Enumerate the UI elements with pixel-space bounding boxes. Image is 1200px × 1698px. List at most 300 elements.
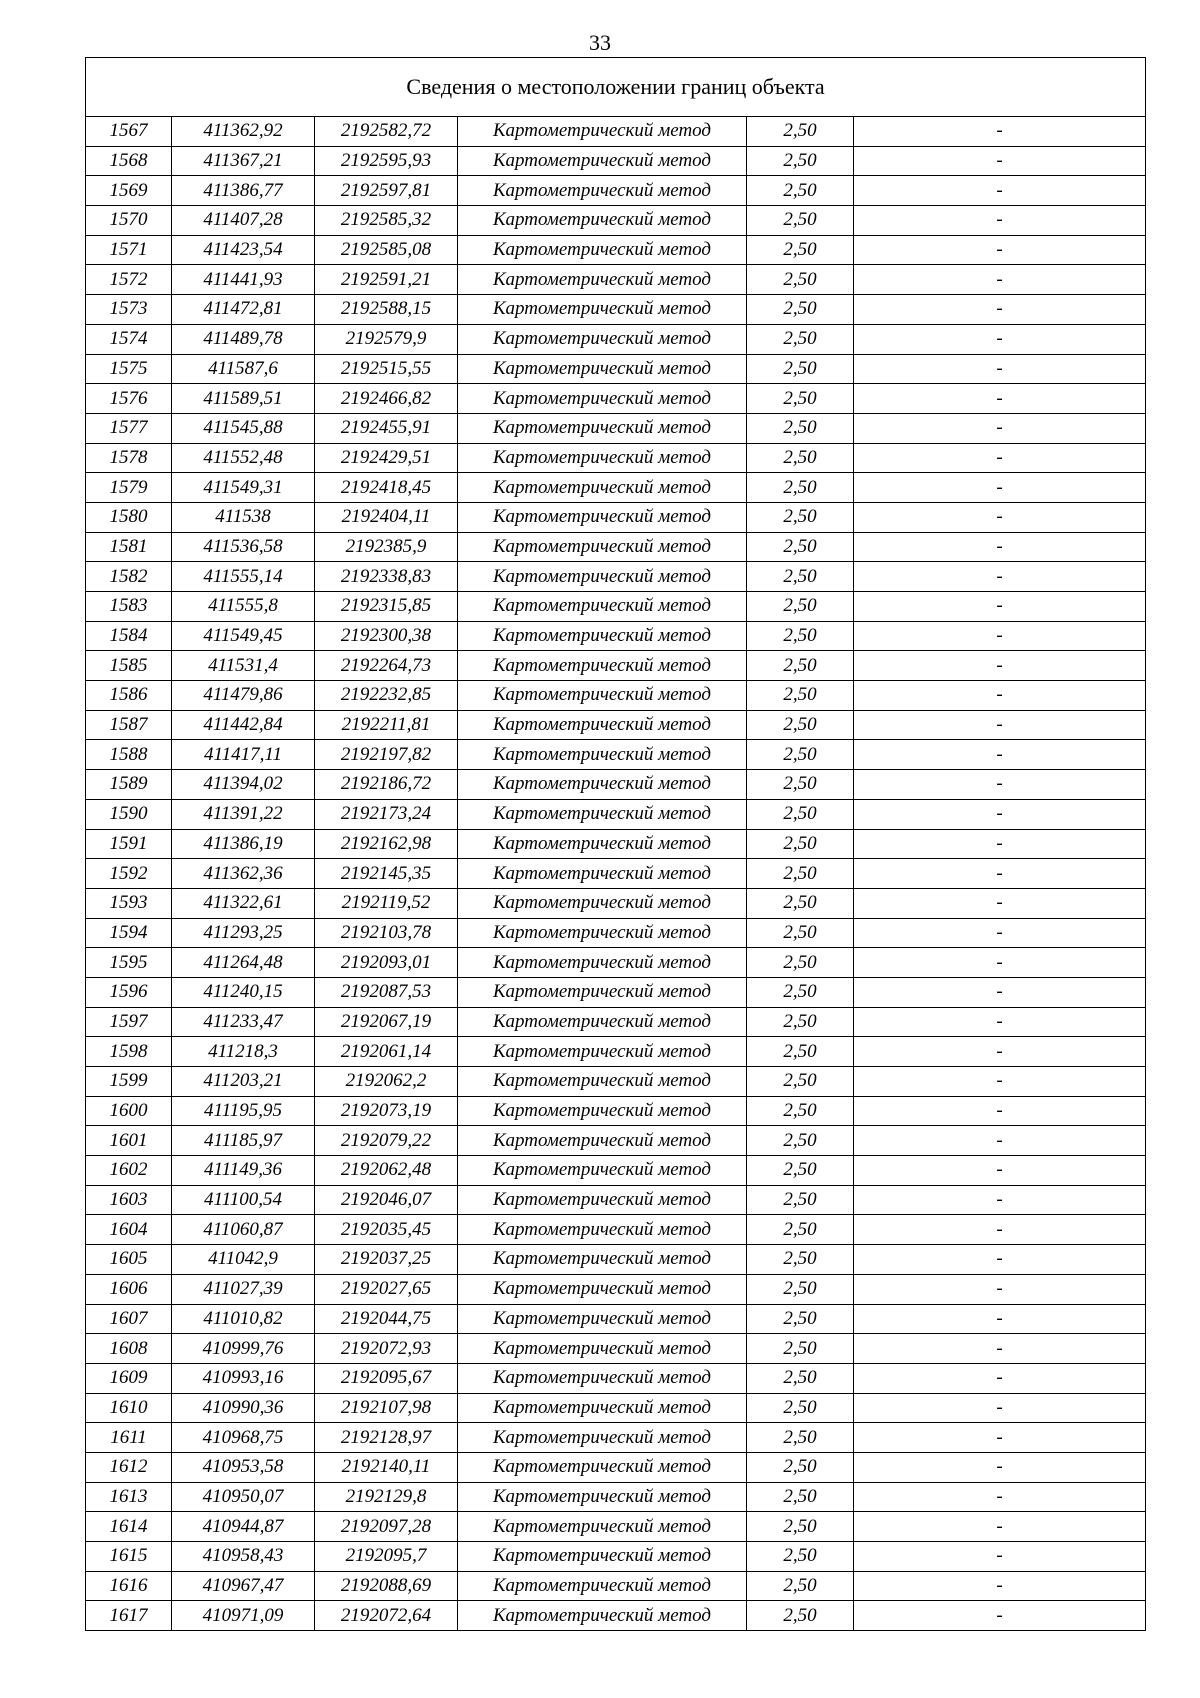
accuracy-cell: 2,50: [747, 117, 854, 147]
table-row: [86, 977, 1146, 1007]
method-cell: Картометрический метод: [458, 562, 747, 592]
y-coordinate-cell: 2192145,35: [315, 859, 458, 889]
accuracy-cell: 2,50: [747, 621, 854, 651]
y-coordinate-cell: 2192072,64: [315, 1601, 458, 1631]
y-coordinate-cell: 2192046,07: [315, 1185, 458, 1215]
point-number-cell: 1616: [86, 1571, 172, 1601]
description-cell: -: [854, 1067, 1146, 1097]
description-cell: -: [854, 1037, 1146, 1067]
x-coordinate-cell: 411010,82: [172, 1304, 315, 1334]
table-row: [86, 1037, 1146, 1067]
point-number-cell: 1569: [86, 176, 172, 206]
method-cell: Картометрический метод: [458, 1601, 747, 1631]
point-number-cell: 1603: [86, 1185, 172, 1215]
x-coordinate-cell: 411293,25: [172, 918, 315, 948]
description-cell: -: [854, 1096, 1146, 1126]
y-coordinate-cell: 2192037,25: [315, 1245, 458, 1275]
description-cell: -: [854, 1542, 1146, 1572]
table-row: [86, 710, 1146, 740]
y-coordinate-cell: 2192300,38: [315, 621, 458, 651]
y-coordinate-cell: 2192073,19: [315, 1096, 458, 1126]
accuracy-cell: 2,50: [747, 948, 854, 978]
table-header-row: [86, 58, 1146, 117]
description-cell: -: [854, 1274, 1146, 1304]
accuracy-cell: 2,50: [747, 1274, 854, 1304]
accuracy-cell: 2,50: [747, 651, 854, 681]
table-row: [86, 562, 1146, 592]
description-cell: -: [854, 799, 1146, 829]
page-number: 33: [589, 30, 611, 55]
description-cell: -: [854, 1245, 1146, 1275]
accuracy-cell: 2,50: [747, 146, 854, 176]
point-number-cell: 1568: [86, 146, 172, 176]
y-coordinate-cell: 2192062,2: [315, 1067, 458, 1097]
description-cell: -: [854, 710, 1146, 740]
table-row: [86, 384, 1146, 414]
method-cell: Картометрический метод: [458, 532, 747, 562]
point-number-cell: 1570: [86, 206, 172, 236]
x-coordinate-cell: 411240,15: [172, 977, 315, 1007]
description-cell: -: [854, 948, 1146, 978]
y-coordinate-cell: 2192418,45: [315, 473, 458, 503]
method-cell: Картометрический метод: [458, 1542, 747, 1572]
accuracy-cell: 2,50: [747, 532, 854, 562]
method-cell: Картометрический метод: [458, 1393, 747, 1423]
method-cell: Картометрический метод: [458, 710, 747, 740]
description-cell: -: [854, 859, 1146, 889]
point-number-cell: 1598: [86, 1037, 172, 1067]
table-row: [86, 592, 1146, 622]
accuracy-cell: 2,50: [747, 681, 854, 711]
table-row: [86, 295, 1146, 325]
description-cell: -: [854, 502, 1146, 532]
point-number-cell: 1585: [86, 651, 172, 681]
accuracy-cell: 2,50: [747, 176, 854, 206]
y-coordinate-cell: 2192385,9: [315, 532, 458, 562]
method-cell: Картометрический метод: [458, 948, 747, 978]
point-number-cell: 1589: [86, 770, 172, 800]
point-number-cell: 1605: [86, 1245, 172, 1275]
method-cell: Картометрический метод: [458, 384, 747, 414]
table-row: [86, 1126, 1146, 1156]
description-cell: -: [854, 532, 1146, 562]
accuracy-cell: 2,50: [747, 206, 854, 236]
accuracy-cell: 2,50: [747, 265, 854, 295]
y-coordinate-cell: 2192079,22: [315, 1126, 458, 1156]
y-coordinate-cell: 2192044,75: [315, 1304, 458, 1334]
description-cell: -: [854, 206, 1146, 236]
description-cell: -: [854, 1512, 1146, 1542]
description-cell: -: [854, 1126, 1146, 1156]
description-cell: -: [854, 740, 1146, 770]
method-cell: Картометрический метод: [458, 1067, 747, 1097]
description-cell: -: [854, 621, 1146, 651]
table-row: [86, 859, 1146, 889]
method-cell: Картометрический метод: [458, 1126, 747, 1156]
description-cell: -: [854, 1215, 1146, 1245]
table-row: [86, 1007, 1146, 1037]
description-cell: -: [854, 888, 1146, 918]
x-coordinate-cell: 410950,07: [172, 1482, 315, 1512]
accuracy-cell: 2,50: [747, 443, 854, 473]
table-row: [86, 1393, 1146, 1423]
y-coordinate-cell: 2192072,93: [315, 1334, 458, 1364]
description-cell: -: [854, 1393, 1146, 1423]
table-row: [86, 1512, 1146, 1542]
y-coordinate-cell: 2192035,45: [315, 1215, 458, 1245]
boundary-coordinates-table: [85, 57, 1146, 1631]
accuracy-cell: 2,50: [747, 354, 854, 384]
method-cell: Картометрический метод: [458, 324, 747, 354]
description-cell: -: [854, 235, 1146, 265]
y-coordinate-cell: 2192129,8: [315, 1482, 458, 1512]
method-cell: Картометрический метод: [458, 1363, 747, 1393]
y-coordinate-cell: 2192455,91: [315, 413, 458, 443]
method-cell: Картометрический метод: [458, 1452, 747, 1482]
accuracy-cell: 2,50: [747, 473, 854, 503]
table-row: [86, 413, 1146, 443]
x-coordinate-cell: 411195,95: [172, 1096, 315, 1126]
x-coordinate-cell: 411233,47: [172, 1007, 315, 1037]
accuracy-cell: 2,50: [747, 1096, 854, 1126]
accuracy-cell: 2,50: [747, 1512, 854, 1542]
table-row: [86, 1423, 1146, 1453]
accuracy-cell: 2,50: [747, 384, 854, 414]
point-number-cell: 1587: [86, 710, 172, 740]
y-coordinate-cell: 2192067,19: [315, 1007, 458, 1037]
x-coordinate-cell: 411027,39: [172, 1274, 315, 1304]
x-coordinate-cell: 411203,21: [172, 1067, 315, 1097]
table-row: [86, 443, 1146, 473]
point-number-cell: 1590: [86, 799, 172, 829]
y-coordinate-cell: 2192097,28: [315, 1512, 458, 1542]
accuracy-cell: 2,50: [747, 562, 854, 592]
x-coordinate-cell: 411322,61: [172, 888, 315, 918]
method-cell: Картометрический метод: [458, 176, 747, 206]
method-cell: Картометрический метод: [458, 1037, 747, 1067]
point-number-cell: 1593: [86, 888, 172, 918]
x-coordinate-cell: 411218,3: [172, 1037, 315, 1067]
point-number-cell: 1576: [86, 384, 172, 414]
table-row: [86, 1601, 1146, 1631]
accuracy-cell: 2,50: [747, 918, 854, 948]
description-cell: -: [854, 592, 1146, 622]
description-cell: -: [854, 829, 1146, 859]
description-cell: -: [854, 1482, 1146, 1512]
method-cell: Картометрический метод: [458, 1334, 747, 1364]
table-row: [86, 354, 1146, 384]
x-coordinate-cell: 411386,77: [172, 176, 315, 206]
method-cell: Картометрический метод: [458, 354, 747, 384]
accuracy-cell: 2,50: [747, 235, 854, 265]
method-cell: Картометрический метод: [458, 888, 747, 918]
table-row: [86, 918, 1146, 948]
description-cell: -: [854, 473, 1146, 503]
point-number-cell: 1588: [86, 740, 172, 770]
y-coordinate-cell: 2192119,52: [315, 888, 458, 918]
x-coordinate-cell: 411423,54: [172, 235, 315, 265]
point-number-cell: 1617: [86, 1601, 172, 1631]
table-row: [86, 1452, 1146, 1482]
description-cell: -: [854, 1304, 1146, 1334]
accuracy-cell: 2,50: [747, 413, 854, 443]
method-cell: Картометрический метод: [458, 829, 747, 859]
table-row: [86, 1304, 1146, 1334]
description-cell: -: [854, 1363, 1146, 1393]
table-row: [86, 1067, 1146, 1097]
accuracy-cell: 2,50: [747, 1571, 854, 1601]
y-coordinate-cell: 2192128,97: [315, 1423, 458, 1453]
y-coordinate-cell: 2192404,11: [315, 502, 458, 532]
point-number-cell: 1582: [86, 562, 172, 592]
method-cell: Картометрический метод: [458, 295, 747, 325]
x-coordinate-cell: 411442,84: [172, 710, 315, 740]
point-number-cell: 1591: [86, 829, 172, 859]
accuracy-cell: 2,50: [747, 1423, 854, 1453]
description-cell: -: [854, 146, 1146, 176]
method-cell: Картометрический метод: [458, 799, 747, 829]
table-row: [86, 117, 1146, 147]
accuracy-cell: 2,50: [747, 1542, 854, 1572]
x-coordinate-cell: 411555,14: [172, 562, 315, 592]
description-cell: -: [854, 1601, 1146, 1631]
x-coordinate-cell: 411264,48: [172, 948, 315, 978]
point-number-cell: 1575: [86, 354, 172, 384]
description-cell: -: [854, 1185, 1146, 1215]
point-number-cell: 1607: [86, 1304, 172, 1334]
y-coordinate-cell: 2192595,93: [315, 146, 458, 176]
accuracy-cell: 2,50: [747, 1363, 854, 1393]
table-row: [86, 206, 1146, 236]
accuracy-cell: 2,50: [747, 1393, 854, 1423]
y-coordinate-cell: 2192095,7: [315, 1542, 458, 1572]
table-row: [86, 532, 1146, 562]
x-coordinate-cell: 411441,93: [172, 265, 315, 295]
y-coordinate-cell: 2192062,48: [315, 1156, 458, 1186]
method-cell: Картометрический метод: [458, 473, 747, 503]
point-number-cell: 1578: [86, 443, 172, 473]
method-cell: Картометрический метод: [458, 1007, 747, 1037]
y-coordinate-cell: 2192088,69: [315, 1571, 458, 1601]
table-row: [86, 740, 1146, 770]
y-coordinate-cell: 2192162,98: [315, 829, 458, 859]
point-number-cell: 1604: [86, 1215, 172, 1245]
table-body: [86, 58, 1146, 1631]
x-coordinate-cell: 411555,8: [172, 592, 315, 622]
accuracy-cell: 2,50: [747, 592, 854, 622]
x-coordinate-cell: 410953,58: [172, 1452, 315, 1482]
description-cell: -: [854, 324, 1146, 354]
x-coordinate-cell: 410990,36: [172, 1393, 315, 1423]
x-coordinate-cell: 411489,78: [172, 324, 315, 354]
accuracy-cell: 2,50: [747, 1156, 854, 1186]
point-number-cell: 1599: [86, 1067, 172, 1097]
point-number-cell: 1609: [86, 1363, 172, 1393]
method-cell: Картометрический метод: [458, 681, 747, 711]
point-number-cell: 1580: [86, 502, 172, 532]
method-cell: Картометрический метод: [458, 146, 747, 176]
table-row: [86, 1215, 1146, 1245]
accuracy-cell: 2,50: [747, 1482, 854, 1512]
method-cell: Картометрический метод: [458, 1156, 747, 1186]
description-cell: -: [854, 1571, 1146, 1601]
y-coordinate-cell: 2192597,81: [315, 176, 458, 206]
y-coordinate-cell: 2192093,01: [315, 948, 458, 978]
accuracy-cell: 2,50: [747, 1304, 854, 1334]
method-cell: Картометрический метод: [458, 502, 747, 532]
table-row: [86, 473, 1146, 503]
table-row: [86, 888, 1146, 918]
point-number-cell: 1612: [86, 1452, 172, 1482]
description-cell: -: [854, 265, 1146, 295]
description-cell: -: [854, 770, 1146, 800]
x-coordinate-cell: 410968,75: [172, 1423, 315, 1453]
y-coordinate-cell: 2192338,83: [315, 562, 458, 592]
y-coordinate-cell: 2192061,14: [315, 1037, 458, 1067]
x-coordinate-cell: 411407,28: [172, 206, 315, 236]
y-coordinate-cell: 2192582,72: [315, 117, 458, 147]
y-coordinate-cell: 2192591,21: [315, 265, 458, 295]
method-cell: Картометрический метод: [458, 1245, 747, 1275]
method-cell: Картометрический метод: [458, 443, 747, 473]
point-number-cell: 1611: [86, 1423, 172, 1453]
method-cell: Картометрический метод: [458, 918, 747, 948]
point-number-cell: 1596: [86, 977, 172, 1007]
description-cell: -: [854, 1452, 1146, 1482]
y-coordinate-cell: 2192429,51: [315, 443, 458, 473]
method-cell: Картометрический метод: [458, 206, 747, 236]
table-row: [86, 1334, 1146, 1364]
x-coordinate-cell: 410993,16: [172, 1363, 315, 1393]
method-cell: Картометрический метод: [458, 770, 747, 800]
method-cell: Картометрический метод: [458, 621, 747, 651]
accuracy-cell: 2,50: [747, 1126, 854, 1156]
method-cell: Картометрический метод: [458, 1571, 747, 1601]
x-coordinate-cell: 411362,92: [172, 117, 315, 147]
method-cell: Картометрический метод: [458, 235, 747, 265]
y-coordinate-cell: 2192466,82: [315, 384, 458, 414]
table-row: [86, 1482, 1146, 1512]
point-number-cell: 1573: [86, 295, 172, 325]
table-row: [86, 681, 1146, 711]
point-number-cell: 1610: [86, 1393, 172, 1423]
description-cell: -: [854, 918, 1146, 948]
description-cell: -: [854, 1007, 1146, 1037]
point-number-cell: 1583: [86, 592, 172, 622]
y-coordinate-cell: 2192588,15: [315, 295, 458, 325]
method-cell: Картометрический метод: [458, 1482, 747, 1512]
method-cell: Картометрический метод: [458, 265, 747, 295]
description-cell: -: [854, 117, 1146, 147]
accuracy-cell: 2,50: [747, 502, 854, 532]
table-row: [86, 1156, 1146, 1186]
x-coordinate-cell: 411472,81: [172, 295, 315, 325]
description-cell: -: [854, 384, 1146, 414]
method-cell: Картометрический метод: [458, 413, 747, 443]
y-coordinate-cell: 2192087,53: [315, 977, 458, 1007]
point-number-cell: 1592: [86, 859, 172, 889]
x-coordinate-cell: 411545,88: [172, 413, 315, 443]
x-coordinate-cell: 411549,31: [172, 473, 315, 503]
point-number-cell: 1574: [86, 324, 172, 354]
point-number-cell: 1579: [86, 473, 172, 503]
description-cell: -: [854, 977, 1146, 1007]
accuracy-cell: 2,50: [747, 1601, 854, 1631]
method-cell: Картометрический метод: [458, 1423, 747, 1453]
method-cell: Картометрический метод: [458, 740, 747, 770]
x-coordinate-cell: 410971,09: [172, 1601, 315, 1631]
point-number-cell: 1581: [86, 532, 172, 562]
method-cell: Картометрический метод: [458, 1096, 747, 1126]
table-row: [86, 265, 1146, 295]
method-cell: Картометрический метод: [458, 1274, 747, 1304]
y-coordinate-cell: 2192095,67: [315, 1363, 458, 1393]
accuracy-cell: 2,50: [747, 1215, 854, 1245]
description-cell: -: [854, 176, 1146, 206]
accuracy-cell: 2,50: [747, 295, 854, 325]
x-coordinate-cell: 411394,02: [172, 770, 315, 800]
table-row: [86, 948, 1146, 978]
description-cell: -: [854, 562, 1146, 592]
x-coordinate-cell: 410967,47: [172, 1571, 315, 1601]
table-row: [86, 324, 1146, 354]
point-number-cell: 1586: [86, 681, 172, 711]
x-coordinate-cell: 410999,76: [172, 1334, 315, 1364]
x-coordinate-cell: 411100,54: [172, 1185, 315, 1215]
table-row: [86, 1185, 1146, 1215]
y-coordinate-cell: 2192579,9: [315, 324, 458, 354]
x-coordinate-cell: 411417,11: [172, 740, 315, 770]
description-cell: -: [854, 413, 1146, 443]
table-row: [86, 1274, 1146, 1304]
accuracy-cell: 2,50: [747, 1037, 854, 1067]
description-cell: -: [854, 651, 1146, 681]
y-coordinate-cell: 2192315,85: [315, 592, 458, 622]
table-row: [86, 1363, 1146, 1393]
table-row: [86, 235, 1146, 265]
y-coordinate-cell: 2192103,78: [315, 918, 458, 948]
accuracy-cell: 2,50: [747, 1185, 854, 1215]
point-number-cell: 1613: [86, 1482, 172, 1512]
description-cell: -: [854, 443, 1146, 473]
point-number-cell: 1567: [86, 117, 172, 147]
x-coordinate-cell: 410944,87: [172, 1512, 315, 1542]
method-cell: Картометрический метод: [458, 1304, 747, 1334]
accuracy-cell: 2,50: [747, 859, 854, 889]
point-number-cell: 1608: [86, 1334, 172, 1364]
method-cell: Картометрический метод: [458, 977, 747, 1007]
description-cell: -: [854, 354, 1146, 384]
method-cell: Картометрический метод: [458, 592, 747, 622]
description-cell: -: [854, 1156, 1146, 1186]
accuracy-cell: 2,50: [747, 1007, 854, 1037]
method-cell: Картометрический метод: [458, 651, 747, 681]
description-cell: -: [854, 1423, 1146, 1453]
accuracy-cell: 2,50: [747, 770, 854, 800]
y-coordinate-cell: 2192186,72: [315, 770, 458, 800]
y-coordinate-cell: 2192585,32: [315, 206, 458, 236]
x-coordinate-cell: 411587,6: [172, 354, 315, 384]
accuracy-cell: 2,50: [747, 977, 854, 1007]
table-row: [86, 770, 1146, 800]
x-coordinate-cell: 411536,58: [172, 532, 315, 562]
accuracy-cell: 2,50: [747, 829, 854, 859]
y-coordinate-cell: 2192264,73: [315, 651, 458, 681]
x-coordinate-cell: 411367,21: [172, 146, 315, 176]
accuracy-cell: 2,50: [747, 1245, 854, 1275]
method-cell: Картометрический метод: [458, 1215, 747, 1245]
description-cell: -: [854, 295, 1146, 325]
